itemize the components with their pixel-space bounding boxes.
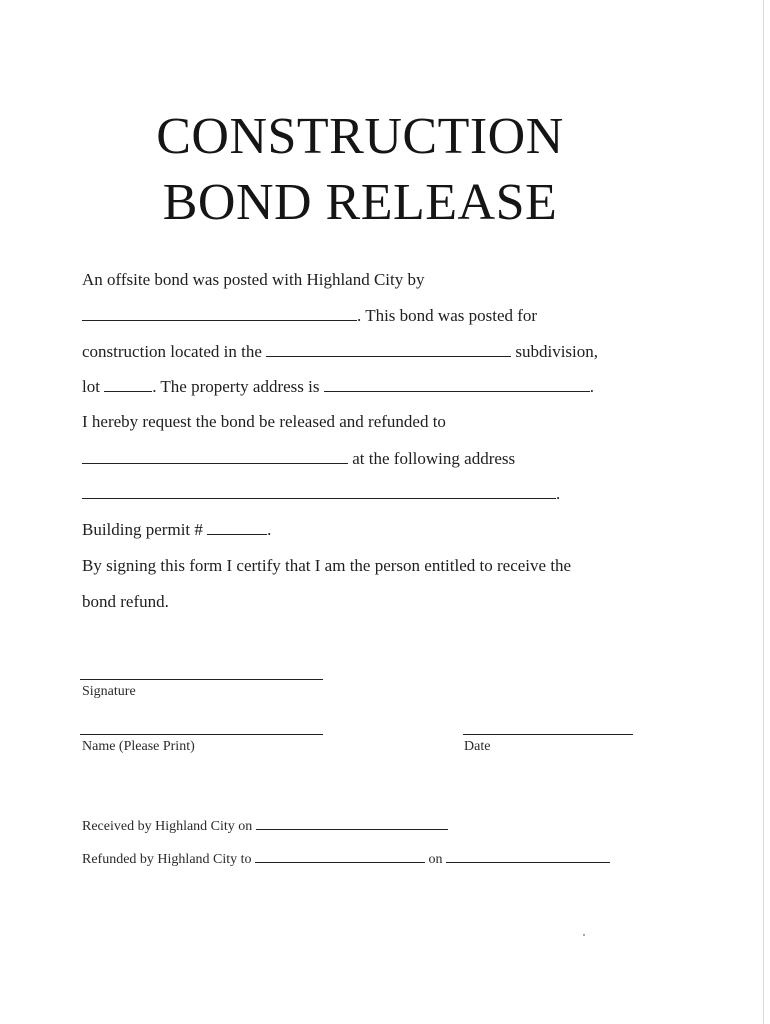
property-address-field[interactable] — [324, 377, 590, 392]
request-text: I hereby request the bond be released and refunded to — [82, 412, 446, 431]
intro-line — [82, 270, 425, 290]
subdivision-suffix: subdivision, — [515, 342, 599, 361]
speck-mark — [583, 934, 585, 936]
received-line — [82, 818, 448, 835]
refunded-to-field[interactable] — [255, 851, 425, 863]
lot-label: lot — [82, 377, 100, 396]
refund-address-field[interactable] — [82, 484, 556, 499]
certify-text: By signing this form I certify that I am the person entitled to receive the — [82, 556, 572, 575]
request-line — [82, 412, 446, 432]
refunded-line — [82, 851, 610, 868]
intro-text: An offsite bond was posted with Highland City by — [82, 270, 425, 289]
subdivision-field[interactable] — [266, 342, 511, 357]
subdivision-line — [82, 342, 598, 362]
name-field[interactable] — [80, 734, 323, 735]
certify-line — [82, 556, 571, 576]
poster-line-text: . This bond was posted for — [357, 306, 538, 325]
refund-recipient-text: at the following address — [352, 449, 516, 468]
subdivision-prefix: construction located in the — [82, 342, 262, 361]
title-line-2: BOND RELEASE — [162, 174, 558, 231]
date-label: Date — [464, 739, 491, 754]
refunded-date-field[interactable] — [446, 851, 610, 863]
certify-line-2 — [82, 592, 169, 612]
permit-line — [82, 520, 271, 540]
permit-line-end: . — [267, 520, 272, 539]
property-address-label: . The property address is — [152, 377, 320, 396]
lot-line — [82, 377, 594, 397]
refund-recipient-line — [82, 449, 515, 469]
lot-line-end: . — [589, 377, 594, 396]
signature-field[interactable] — [80, 679, 323, 680]
lot-field[interactable] — [104, 377, 152, 392]
refund-recipient-field[interactable] — [82, 449, 348, 464]
address-line-end: . — [556, 484, 561, 503]
permit-number-field[interactable] — [207, 520, 267, 535]
poster-name-field[interactable] — [82, 306, 357, 321]
received-label: Received by Highland City on — [82, 819, 253, 834]
poster-line — [82, 306, 537, 326]
on-label: on — [428, 852, 443, 867]
address-line — [82, 484, 560, 504]
certify-text-2: bond refund. — [82, 592, 169, 611]
signature-label: Signature — [82, 684, 136, 699]
refunded-label: Refunded by Highland City to — [82, 852, 252, 867]
page-title — [0, 104, 720, 236]
page-edge — [763, 0, 764, 1024]
received-date-field[interactable] — [256, 818, 448, 830]
name-label: Name (Please Print) — [82, 739, 195, 754]
date-field[interactable] — [463, 734, 633, 735]
title-line-1: CONSTRUCTION — [156, 108, 564, 165]
permit-label: Building permit # — [82, 520, 203, 539]
